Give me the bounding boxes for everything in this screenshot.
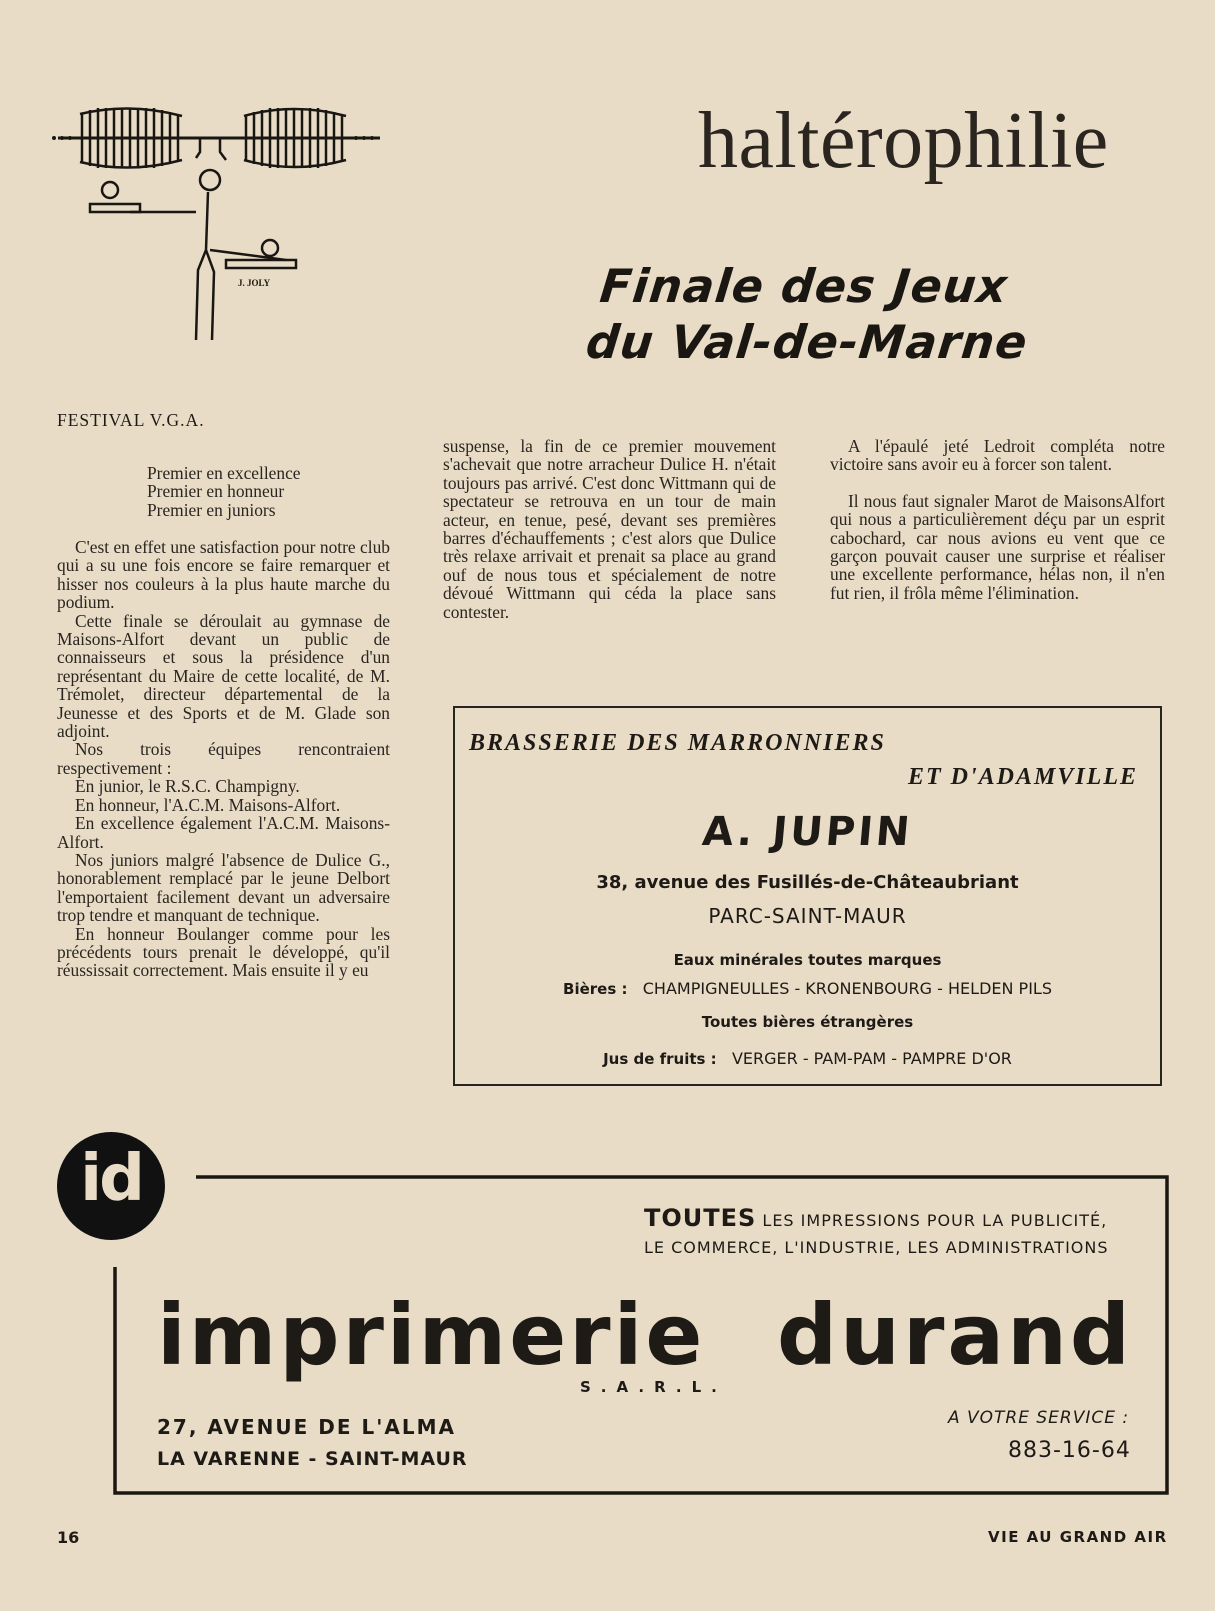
article-paragraph: C'est en effet une satisfaction pour notre club qui a su une fois encore se faire remarquer et hisser nos couleurs à la plus haute marche du podium.	[57, 537, 390, 613]
ad-durand-address-2: LA VARENNE - SAINT-MAUR	[157, 1448, 468, 1470]
article-motto	[147, 464, 301, 519]
article-kicker: FESTIVAL V.G.A.	[57, 410, 205, 430]
article-paragraph: Nos juniors malgré l'absence de Dulice G., honorablement remplacé par le jeune Delbort l'emportaient facilement devant un adversaire trop tendre et manquant de technique.	[57, 849, 390, 926]
bieres-label: Bières :	[563, 980, 628, 998]
article-paragraph: Nos trois équipes rencontraient respectivement :	[57, 739, 390, 778]
ad-brasserie-bieres	[455, 979, 1160, 998]
article-paragraph: En junior, le R.S.C. Champigny.	[75, 776, 300, 797]
ad-brasserie-town: PARC-SAINT-MAUR	[708, 904, 907, 928]
magazine-name: VIE AU GRAND AIR	[988, 1528, 1168, 1546]
article-column-3	[830, 437, 1165, 602]
ad-brasserie-jus	[455, 1049, 1160, 1068]
ad-brasserie-line-2: ET D'ADAMVILLE	[907, 764, 1138, 790]
ad-durand-service: A VOTRE SERVICE :	[948, 1408, 1130, 1428]
ad-durand-address-1: 27, AVENUE DE L'ALMA	[157, 1415, 456, 1439]
headline-line-1: Finale des Jeux	[597, 259, 1011, 313]
article-paragraph: En excellence également l'A.C.M. Maisons-Alfort.	[57, 813, 390, 852]
company-word-2: durand	[777, 1286, 1133, 1384]
article-paragraph: A l'épaulé jeté Ledroit compléta notre victoire sans avoir eu à forcer son talent.	[830, 436, 1165, 475]
toutes-word: TOUTES	[644, 1204, 757, 1232]
company-word-1: imprimerie	[157, 1286, 706, 1384]
headline	[504, 258, 1116, 370]
ad-durand-sarl: S.A.R.L.	[580, 1378, 727, 1396]
article-column-1	[57, 538, 390, 980]
article-paragraph: En honneur Boulanger comme pour les précédents tours prenait le développé, qu'il réussissait correctement. Mais ensuite il y eu	[57, 923, 390, 981]
article-paragraph: suspense, la fin de ce premier mouvement s'achevait que notre arracheur Dulice H. n'était toujours pas arrivé. C'est donc Wittmann qui de spectateur se retrouva en un tour de main acteur, en tenue, pesé, devant ses premières barres d'échauffements ; c'est alors que Dulice très relaxe arrivait et prenait sa place au grand ouf de nous tous et spécialement de notre dévoué Wittmann qui céda la place sans contester.	[443, 436, 776, 622]
motto-line: Premier en juniors	[147, 499, 276, 520]
article-column-2	[443, 437, 776, 621]
section-title: haltérophilie	[698, 97, 1109, 185]
ad-durand-tagline-1	[644, 1204, 1107, 1232]
illustration-signature: J. JOLY	[238, 278, 271, 288]
toutes-rest: LES IMPRESSIONS POUR LA PUBLICITÉ,	[762, 1211, 1108, 1230]
brasserie-advertisement	[453, 706, 1162, 1086]
bieres-list: CHAMPIGNEULLES - KRONENBOURG - HELDEN PILS	[642, 979, 1052, 998]
jus-label: Jus de fruits :	[603, 1050, 717, 1068]
page-number: 16	[57, 1528, 80, 1547]
ad-durand-phone: 883-16-64	[1008, 1438, 1131, 1463]
ad-durand-company-name	[157, 1286, 1133, 1384]
ad-brasserie-etrangeres: Toutes bières étrangères	[701, 1013, 914, 1031]
ad-brasserie-owner-name: A. JUPIN	[700, 809, 915, 855]
ad-brasserie-line-1: BRASSERIE DES MARRONNIERS	[469, 730, 886, 756]
article-paragraph: Il nous faut signaler Marot de MaisonsAlfort qui nous a particulièrement déçu par un esprit cabochard, car nous avions eu vent que ce garçon pouvait causer une surprise et réaliser une excellente performance, hélas non, il n'en fut rien, il frôla même l'élimination.	[830, 490, 1165, 603]
jus-list: VERGER - PAM-PAM - PAMPRE D'OR	[731, 1049, 1012, 1068]
motto-line: Premier en excellence	[147, 463, 301, 483]
ad-brasserie-eaux: Eaux minérales toutes marques	[673, 951, 942, 969]
article-paragraph: En honneur, l'A.C.M. Maisons-Alfort.	[75, 794, 341, 815]
id-logo-text: id	[80, 1142, 142, 1216]
headline-line-2: du Val-de-Marne	[583, 315, 1031, 369]
motto-line: Premier en honneur	[147, 481, 285, 502]
article-paragraph: Cette finale se déroulait au gymnase de Maisons-Alfort devant un public de connaisseurs et sous la présidence d'un représentant du Maire de cette localité, de M. Trémolet, directeur départemental de la Jeunesse et des Sports et de M. Glade son adjoint.	[57, 610, 390, 742]
ad-durand-tagline-2: LE COMMERCE, L'INDUSTRIE, LES ADMINISTRATIONS	[644, 1238, 1109, 1257]
weightlifter-illustration	[50, 100, 390, 360]
ad-brasserie-address: 38, avenue des Fusillés-de-Châteaubriant	[596, 872, 1019, 893]
